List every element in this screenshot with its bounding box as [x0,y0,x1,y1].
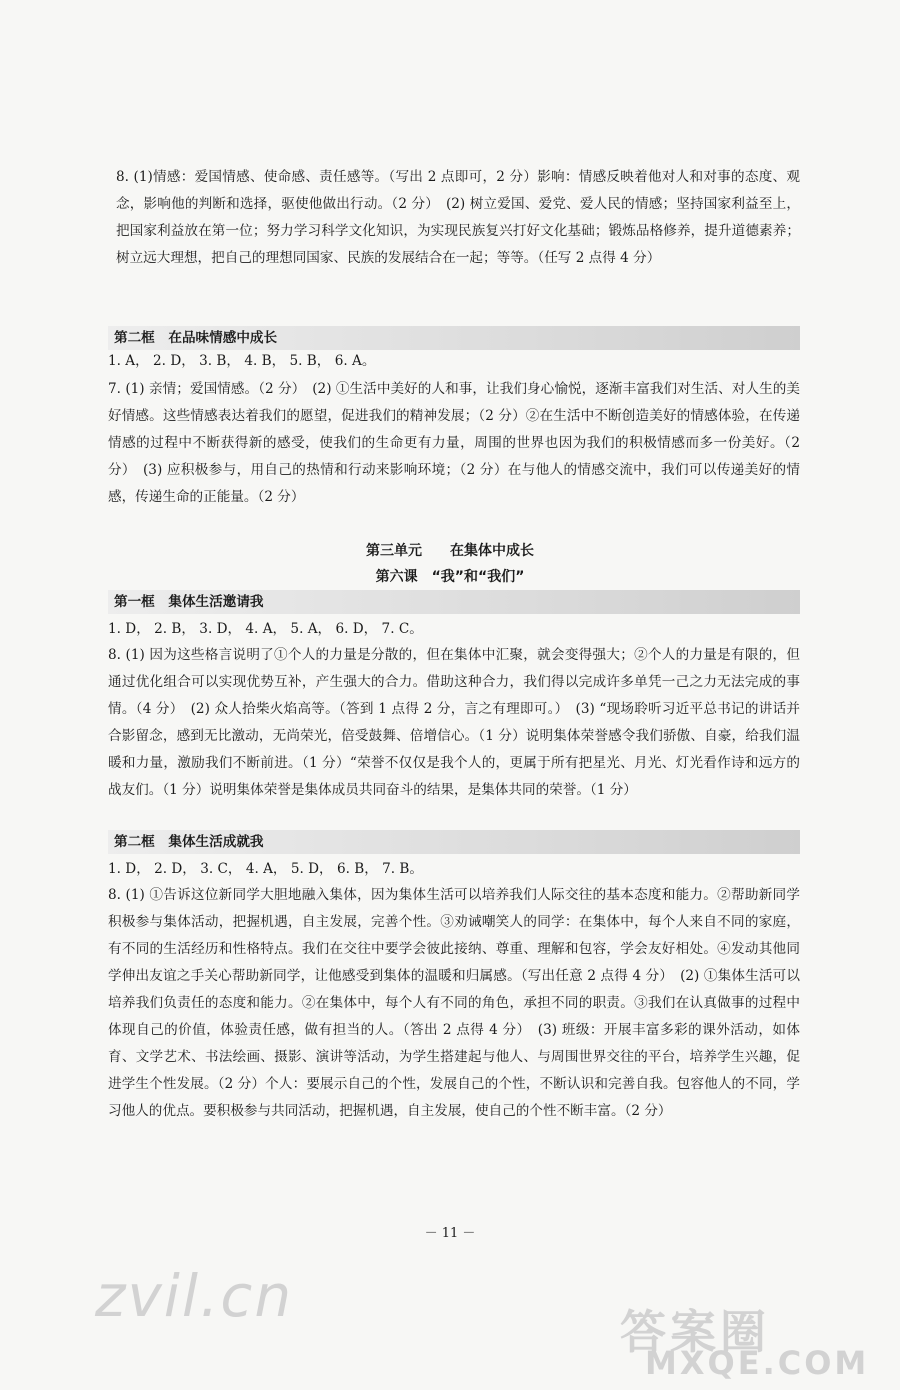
watermark-logo-left: zvil.cn [95,1262,294,1330]
section-header-taste-emotion: 第二框 在品味情感中成长 [108,326,800,350]
answer-block-q8-section3: 8. (1) 因为这些格言说明了①个人的力量是分散的，但在集体中汇聚，就会变得强大；②个人的力量是有限的，但通过优化组合可以实现优势互补，产生强大的合力。借助这种合力，我们得以完成许多单凭一己之力无法完成的事情。（4 分） (2) 众人拾柴火焰高等。（答到 1 点得 2 分，言之有理即可。） (3) “现场聆听习近平总书记的讲话并合影留念，感到无比激动，无尚荣光，倍受鼓舞、倍增信心。（1 分）说明集体荣誉感令我们骄傲、自豪，给我们温暖和力量，激励我们不断前进。（1 分）“荣誉不仅仅是我个人的，更属于所有把星光、月光、灯光看作诗和远方的战友们。（1 分）说明集体荣誉是集体成员共同奋斗的结果，是集体共同的荣誉。（1 分） [108,647,800,798]
answer-block-q8-section4: 8. (1) ①告诉这位新同学大胆地融入集体，因为集体生活可以培养我们人际交往的基本态度和能力。②帮助新同学积极参与集体活动，把握机遇，自主发展，完善个性。③劝诫嘲笑人的同学：在集体中，每个人来自不同的家庭，有不同的生活经历和性格特点。我们在交往中要学会彼此接纳、尊重、理解和包容，学会友好相处。④发动其他同学伸出友谊之手关心帮助新同学，让他感受到集体的温暖和归属感。（写出任意 2 点得 4 分） (2) ①集体生活可以培养我们负责任的态度和能力。②在集体中，每个人有不同的角色，承担不同的职责。③我们在认真做事的过程中体现自己的价值，体验责任感，做有担当的人。（答出 2 点得 4 分） (3) 班级：开展丰富多彩的课外活动，如体育、文学艺术、书法绘画、摄影、演讲等活动，为学生搭建起与他人、与周围世界交往的平台，培养学生兴趣，促进学生个性发展。（2 分）个人：要展示自己的个性，发展自己的个性，不断认识和完善自我。包容他人的不同，学习他人的优点。要积极参与共同活动，把握机遇，自主发展，使自己的个性不断丰富。（2 分） [108,887,800,1119]
choice-answers-section2: 1. A， 2. D， 3. B， 4. B， 5. B， 6. A。 [108,353,376,369]
lesson-title: 第六课 “我”和“我们” [375,569,525,585]
section-header-collective-achieves: 第二框 集体生活成就我 [108,830,800,854]
section-header-collective-invites: 第一框 集体生活邀请我 [108,590,800,614]
choice-answers-section4: 1. D， 2. D， 3. C， 4. A， 5. D， 6. B， 7. B。 [108,861,424,877]
answer-block-q8-emotion: 8. (1)情感：爱国情感、使命感、责任感等。（写出 2 点即可，2 分）影响：情感反映着他对人和对事的态度、观念，影响他的判断和选择，驱使他做出行动。（2 分） (2) 树立爱国、爱党、爱人民的情感；坚持国家利益至上，把国家利益放在第一位；努力学习科学文化知识，为实现民族复兴打好文化基础；锻炼品格修养，提升道德素养；树立远大理想，把自己的理想同国家、民族的发展结合在一起；等等。（任写 2 点得 4 分） [116,169,800,266]
answer-block-q7-section2: 7. (1) 亲情；爱国情感。（2 分） (2) ①生活中美好的人和事，让我们身心愉悦，逐渐丰富我们对生活、对人生的美好情感。这些情感表达着我们的愿望，促进我们的精神发展；（2 分）②在生活中不断创造美好的情感体验，在传递情感的过程中不断获得新的感受，使我们的生命更有力量，周围的世界也因为我们的积极情感而多一份美好。（2 分） (3) 应积极参与，用自己的热情和行动来影响环境；（2 分）在与他人的情感交流中，我们可以传递美好的情感，传递生命的正能量。（2 分） [108,381,800,505]
watermark-domain-right: MXQE.COM [645,1344,870,1382]
watermark-logo-right: 答案圈 [620,1305,770,1359]
choice-answers-section3: 1. D， 2. B， 3. D， 4. A， 5. A， 6. D， 7. C。 [108,621,423,637]
page-number: － 11 － [424,1226,476,1241]
unit-title: 第三单元 在集体中成长 [366,543,534,559]
